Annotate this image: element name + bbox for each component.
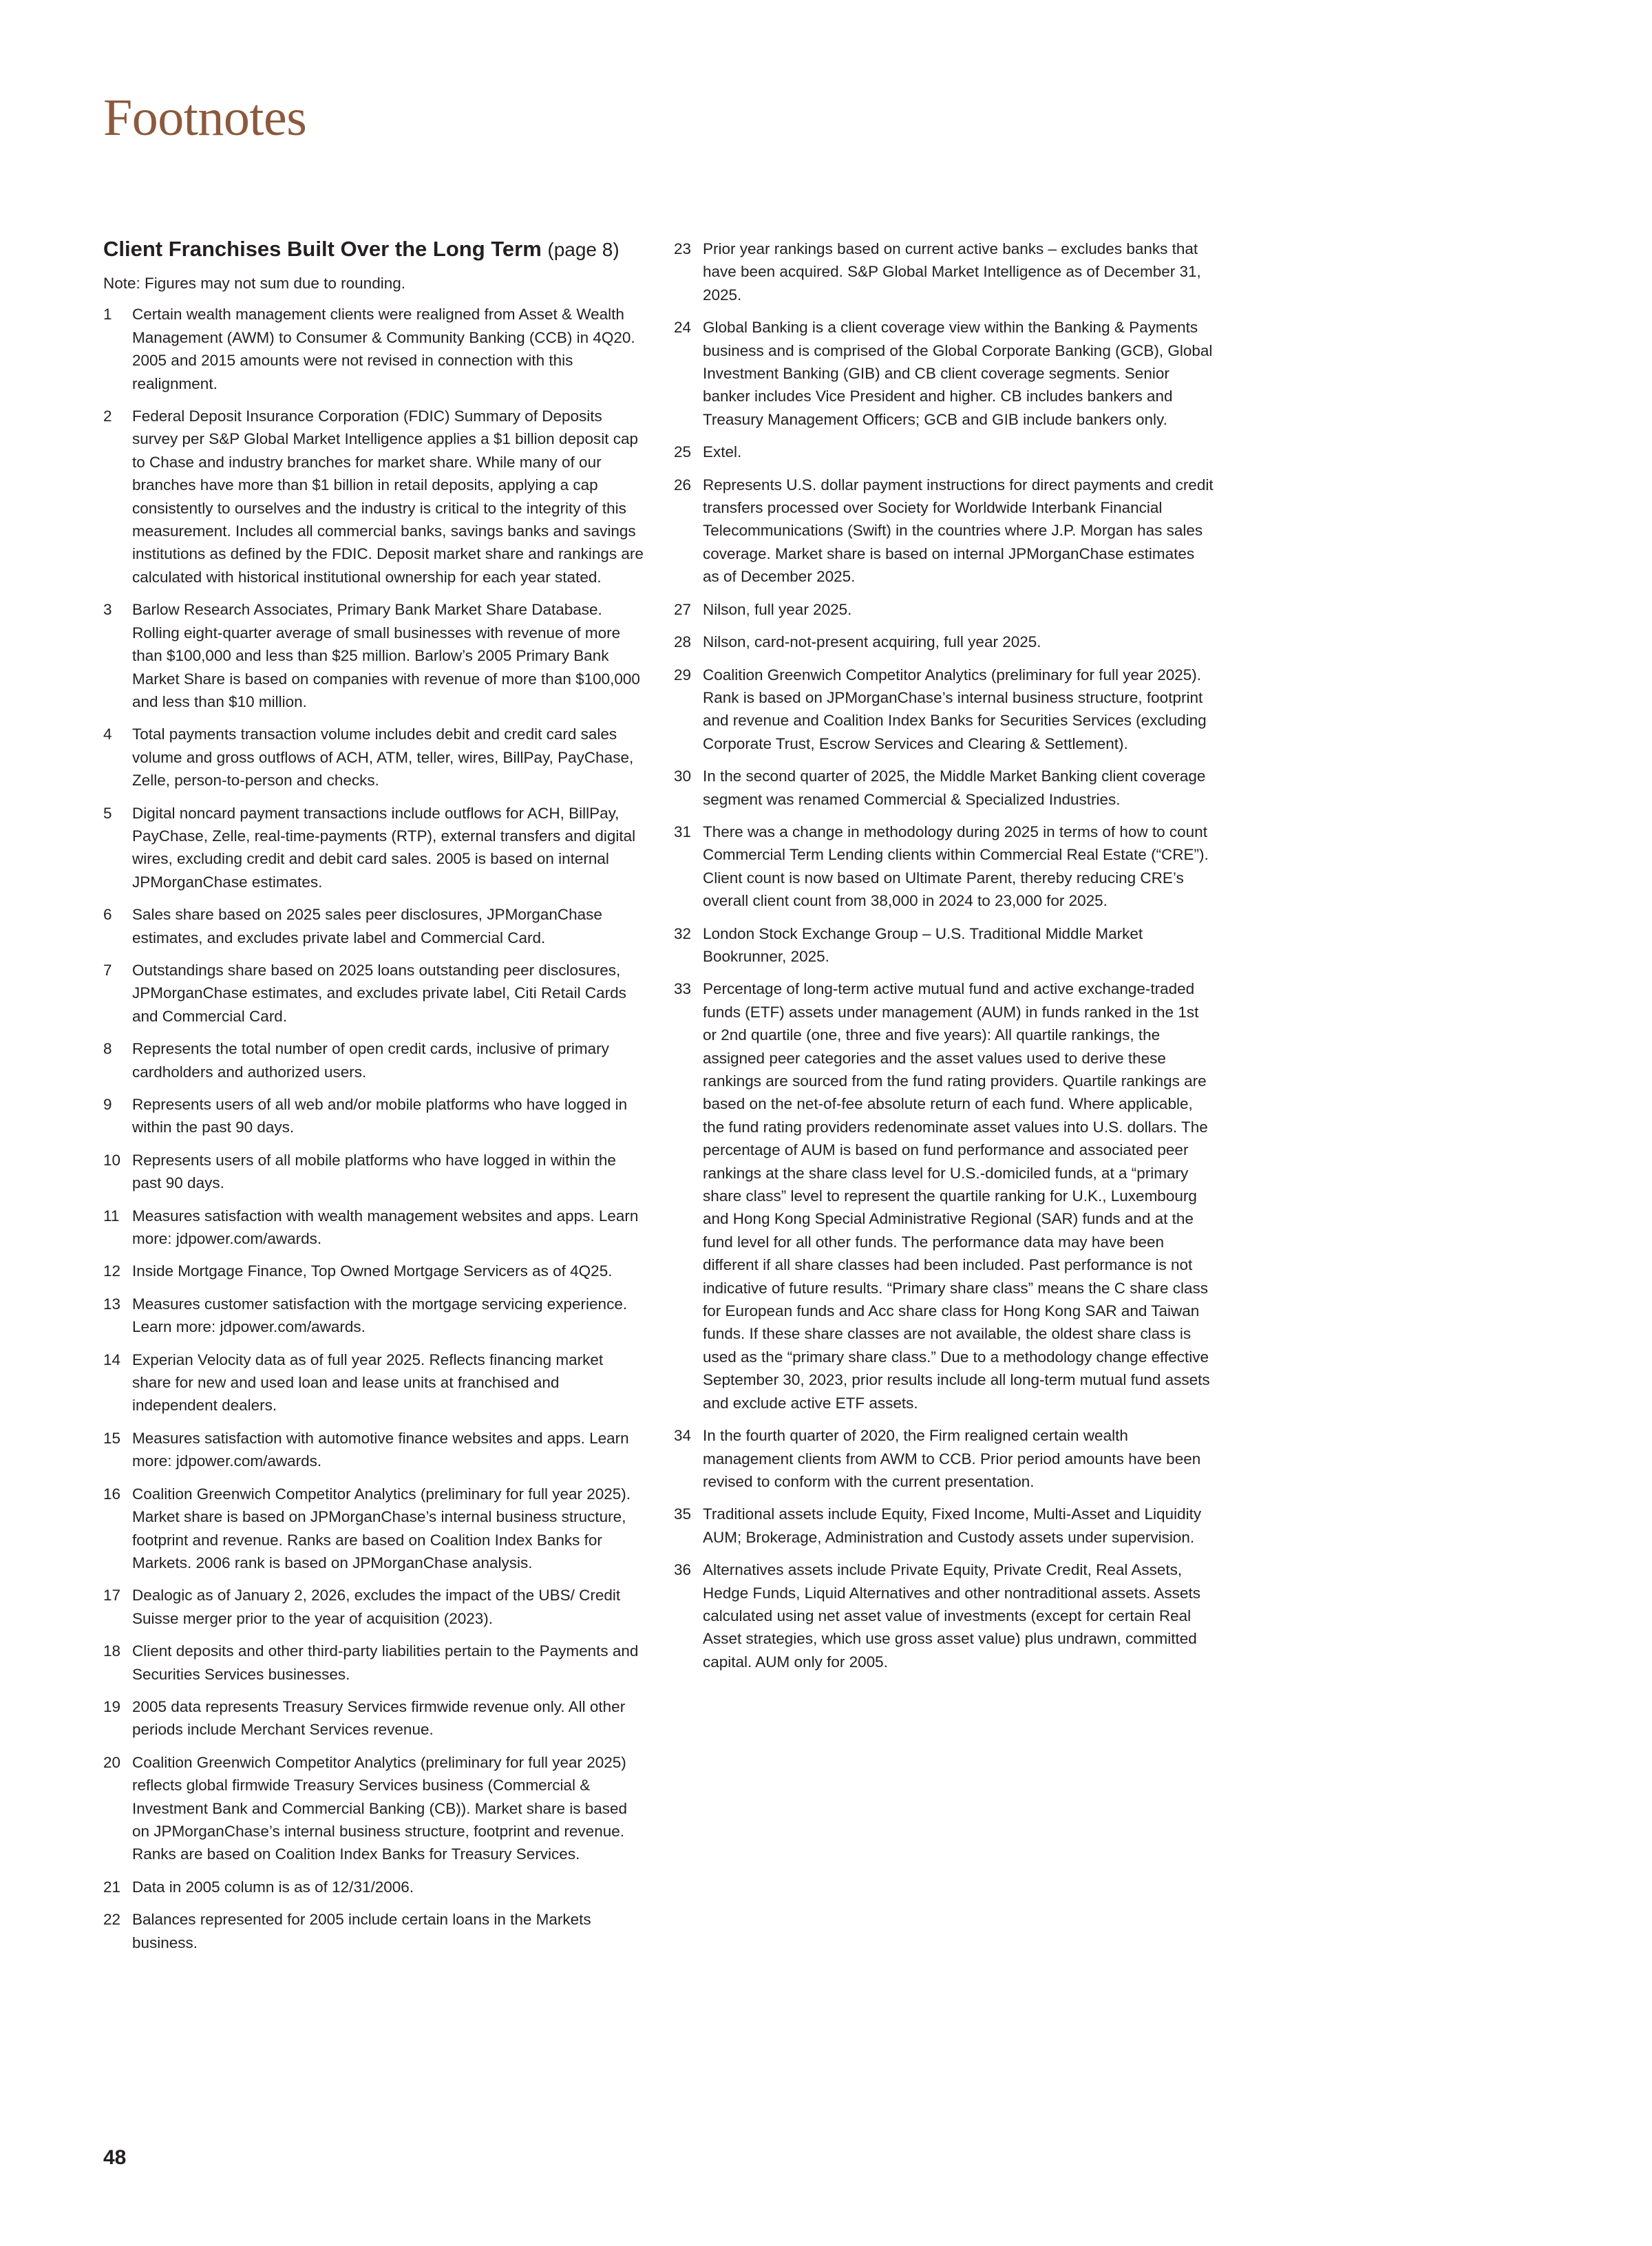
footnote-text: Outstandings share based on 2025 loans outstanding peer disclosures, JPMorganChase estimates, and excludes private label, Citi Retail Cards and Commercial Card. (132, 961, 626, 1025)
footnote-number: 12 (103, 1262, 121, 1280)
footnote-item (103, 1260, 644, 1282)
footnote-text: Inside Mortgage Finance, Top Owned Mortgage Servicers as of 4Q25. (132, 1262, 613, 1280)
footnote-number: 20 (103, 1753, 121, 1771)
footnote-number: 21 (103, 1878, 121, 1896)
page-title: Footnotes (103, 89, 307, 147)
section-title: Client Franchises Built Over the Long Term (103, 237, 542, 261)
footnote-item (674, 664, 1215, 756)
footnote-item (674, 316, 1215, 431)
footnote-item (674, 1558, 1215, 1673)
footnote-text: Digital noncard payment transactions include outflows for ACH, BillPay, PayChase, Zelle, real-time-payments (RTP), external transfers and digital wires, excluding credit and debit card sales. 2005 is based on internal JPMorganChase estimates. (132, 804, 636, 891)
footnote-number: 24 (674, 319, 692, 337)
footnote-item (103, 1149, 644, 1195)
footnote-text: Extel. (703, 443, 742, 461)
footnote-text: Measures customer satisfaction with the mortgage servicing experience. Learn more: jdpower.com/awards. (132, 1295, 628, 1336)
page-number: 48 (103, 2146, 127, 2169)
footnote-item (674, 820, 1215, 913)
footnote-text: Experian Velocity data as of full year 2025. Reflects financing market share for new and used loan and lease units at franchised and independent dealers. (132, 1350, 604, 1415)
footnote-item (674, 1424, 1215, 1493)
footnote-number: 19 (103, 1697, 121, 1715)
footnote-text: Federal Deposit Insurance Corporation (FDIC) Summary of Deposits survey per S&P Global Market Intelligence applies a $1 billion deposit cap to Chase and industry branches for market share. While many of our branches have more than $1 billion in retail deposits, applying a cap consistently to ourselves and the industry is critical to the integrity of this measurement. Includes all commercial banks, savings banks and savings institutions as defined by the FDIC. Deposit market share and rankings are calculated with historical institutional ownership for each year stated. (132, 407, 644, 586)
footnote-number: 32 (674, 924, 692, 942)
footnote-text: Prior year rankings based on current active banks – excludes banks that have been acquired. S&P Global Market Intelligence as of December 31, 2025. (703, 240, 1201, 304)
footnote-item (103, 1293, 644, 1339)
footnote-number: 7 (103, 961, 112, 979)
footnote-text: Global Banking is a client coverage view within the Banking & Payments business and is comprised of the Global Corporate Banking (GCB), Global Investment Banking (GIB) and CB client coverage segments. Senior banker includes Vice President and higher. CB includes bankers and Treasury Management Officers; GCB and GIB include bankers only. (703, 319, 1213, 428)
footnote-item (103, 1037, 644, 1083)
footnote-number: 35 (674, 1505, 692, 1523)
footnote-number: 4 (103, 725, 112, 743)
footnote-number: 23 (674, 240, 692, 257)
footnote-item (103, 903, 644, 949)
footnote-item (103, 1908, 644, 1954)
footnote-number: 15 (103, 1429, 121, 1447)
footnote-number: 2 (103, 407, 112, 425)
footnote-text: There was a change in methodology during 2025 in terms of how to count Commercial Term Lending clients within Commercial Real Estate (“CRE”). Client count is now based on Ultimate Parent, thereby reducing CRE’s overall client count from 38,000 in 2024 to 23,000 for 2025. (703, 823, 1209, 910)
footnote-item (103, 598, 644, 713)
footnote-text: Coalition Greenwich Competitor Analytics (preliminary for full year 2025). Market share is based on JPMorganChase’s internal business structure, footprint and revenue. Ranks are based on Coalition Index Banks for Markets. 2006 rank is based on JPMorganChase analysis. (132, 1485, 631, 1571)
footnote-item (674, 977, 1215, 1415)
footnote-item (103, 959, 644, 1028)
footnote-text: Data in 2005 column is as of 12/31/2006. (132, 1878, 414, 1896)
section-page-ref: (page 8) (547, 239, 620, 260)
footnote-item (674, 922, 1215, 968)
footnote-item (674, 237, 1215, 306)
footnote-item (103, 1205, 644, 1251)
footnote-number: 26 (674, 476, 692, 494)
footnote-number: 11 (103, 1207, 120, 1225)
footnote-number: 3 (103, 601, 112, 619)
footnote-number: 6 (103, 906, 112, 924)
footnote-text: 2005 data represents Treasury Services firmwide revenue only. All other periods include Merchant Services revenue. (132, 1697, 626, 1739)
footnote-text: Coalition Greenwich Competitor Analytics (preliminary for full year 2025). Rank is based on JPMorganChase’s internal business structure, footprint and revenue and Coalition Index Banks for Securities Services (excluding Corporate Trust, Escrow Services and Clearing & Settlement). (703, 666, 1207, 752)
footnote-text: Certain wealth management clients were realigned from Asset & Wealth Management (AWM) to Consumer & Community Banking (CCB) in 4Q20. 2005 and 2015 amounts were not revised in connection with this realignment. (132, 306, 635, 392)
footnote-number: 28 (674, 633, 692, 651)
footnote-number: 8 (103, 1040, 112, 1058)
footnote-number: 29 (674, 666, 692, 684)
footnote-item (103, 1427, 644, 1473)
footnote-text: Balances represented for 2005 include certain loans in the Markets business. (132, 1911, 591, 1951)
footnote-text: In the fourth quarter of 2020, the Firm realigned certain wealth management clients from AWM to CCB. Prior period amounts have been revised to conform with the current presentation. (703, 1427, 1201, 1490)
footnote-number: 17 (103, 1587, 121, 1604)
footnote-item (103, 1751, 644, 1866)
footnote-text: Alternatives assets include Private Equity, Private Credit, Real Assets, Hedge Funds, Liquid Alternatives and other nontraditional assets. Assets calculated using net asset value of investments (except for certain Real Asset strategies, which use gross asset value) plus undrawn, committed capital. AUM only for 2005. (703, 1561, 1200, 1671)
footnotes-left-column (103, 234, 644, 1964)
footnote-text: Barlow Research Associates, Primary Bank Market Share Database. Rolling eight-quarter average of small businesses with revenue of more than $100,000 and less than $25 million. Barlow’s 2005 Primary Bank Market Share is based on companies with revenue of more than $100,000 and less than $10 million. (132, 601, 640, 710)
footnote-number: 30 (674, 767, 692, 785)
footnote-item (103, 723, 644, 792)
footnote-number: 22 (103, 1911, 121, 1929)
footnote-number: 31 (674, 823, 692, 840)
footnote-item (674, 441, 1215, 463)
footnote-text: Measures satisfaction with wealth management websites and apps. Learn more: jdpower.com/awards. (132, 1207, 639, 1248)
footnote-text: London Stock Exchange Group – U.S. Traditional Middle Market Bookrunner, 2025. (703, 924, 1143, 965)
footnote-number: 1 (103, 306, 112, 324)
footnote-text: Nilson, card-not-present acquiring, full year 2025. (703, 633, 1041, 651)
section-heading (103, 234, 644, 265)
footnote-number: 14 (103, 1350, 121, 1368)
footnote-list-right (674, 237, 1215, 1673)
footnote-number: 16 (103, 1485, 121, 1503)
footnote-item (103, 1584, 644, 1630)
footnote-text: Represents users of all web and/or mobile platforms who have logged in within the past 90 days. (132, 1096, 628, 1136)
footnote-number: 27 (674, 600, 692, 618)
footnote-number: 36 (674, 1561, 692, 1579)
footnote-item (103, 1348, 644, 1417)
footnote-item (674, 598, 1215, 621)
footnote-item (674, 765, 1215, 811)
footnote-number: 5 (103, 804, 112, 822)
footnote-text: In the second quarter of 2025, the Middle Market Banking client coverage segment was renamed Commercial & Specialized Industries. (703, 767, 1206, 808)
footnote-number: 25 (674, 443, 692, 461)
footnote-text: Percentage of long-term active mutual fund and active exchange-traded funds (ETF) assets under management (AUM) in funds ranked in the 1st or 2nd quartile (one, three and five years): All quartile rankings, the assigned peer categories and the asset values used to derive these rankings are sourced from the fund rating providers. Quartile rankings are based on the net-of-fee absolute return of each fund. Where applicable, the fund rating providers redenominate asset values into U.S. dollars. The percentage of AUM is based on fund performance and associated peer rankings at the share class level for U.S.-domiciled funds, at a “primary share class” level to represent the quartile ranking for U.K., Luxembourg and Hong Kong Special Administrative Regional (SAR) funds and at the fund level for all other funds. The performance data may have been different if all share classes had been included. Past performance is not indicative of future results. “Primary share class” means the C share class for European funds and Acc share class for Hong Kong SAR and Taiwan funds. If these share classes are not available, the oldest share class is used as the “primary share class.” Due to a methodology change effective September 30, 2023, prior results include all long-term mutual fund assets and exclude active ETF assets. (703, 980, 1210, 1412)
footnote-item (103, 1640, 644, 1686)
footnote-text: Client deposits and other third-party liabilities pertain to the Payments and Securities Services businesses. (132, 1642, 639, 1683)
footnote-text: Represents users of all mobile platforms who have logged in within the past 90 days. (132, 1151, 616, 1192)
footnote-item (674, 631, 1215, 653)
footnote-text: Dealogic as of January 2, 2026, excludes the impact of the UBS/ Credit Suisse merger prior to the year of acquisition (2023). (132, 1587, 621, 1627)
footnote-text: Traditional assets include Equity, Fixed Income, Multi-Asset and Liquidity AUM; Brokerage, Administration and Custody assets under supervision. (703, 1505, 1202, 1546)
footnote-number: 33 (674, 980, 692, 998)
footnote-list-left (103, 303, 644, 1954)
footnote-number: 13 (103, 1295, 121, 1313)
footnote-text: Coalition Greenwich Competitor Analytics (preliminary for full year 2025) reflects global firmwide Treasury Services business (Commercial & Investment Bank and Commercial Banking (CB)). Market share is based on JPMorganChase’s internal business structure, footprint and revenue. Ranks are based on Coalition Index Banks for Treasury Services. (132, 1753, 628, 1863)
footnote-item (674, 1503, 1215, 1549)
footnote-item (103, 1876, 644, 1898)
footnote-number: 10 (103, 1151, 121, 1169)
footnote-item (103, 1483, 644, 1575)
footnote-item (103, 1093, 644, 1139)
footnote-text: Total payments transaction volume includes debit and credit card sales volume and gross outflows of ACH, ATM, teller, wires, BillPay, PayChase, Zelle, person-to-person and checks. (132, 725, 634, 790)
footnote-text: Represents the total number of open credit cards, inclusive of primary cardholders and authorized users. (132, 1040, 609, 1081)
footnote-text: Measures satisfaction with automotive finance websites and apps. Learn more: jdpower.com/awards. (132, 1429, 629, 1470)
footnote-text: Sales share based on 2025 sales peer disclosures, JPMorganChase estimates, and excludes private label and Commercial Card. (132, 906, 602, 946)
footnote-item (103, 1695, 644, 1741)
footnote-item (103, 405, 644, 589)
footnote-item (103, 802, 644, 894)
footnote-text: Nilson, full year 2025. (703, 600, 852, 618)
rounding-note: Note: Figures may not sum due to rounding. (103, 275, 405, 292)
footnotes-right-column (674, 237, 1215, 1683)
footnote-number: 34 (674, 1427, 692, 1445)
footnote-text: Represents U.S. dollar payment instructions for direct payments and credit transfers processed over Society for Worldwide Interbank Financial Telecommunications (Swift) in the countries where J.P. Morgan has sales coverage. Market share is based on internal JPMorganChase estimates as of December 2025. (703, 476, 1214, 586)
footnote-number: 18 (103, 1642, 121, 1660)
footnote-item (103, 303, 644, 395)
footnote-number: 9 (103, 1096, 112, 1113)
footnote-item (674, 474, 1215, 589)
